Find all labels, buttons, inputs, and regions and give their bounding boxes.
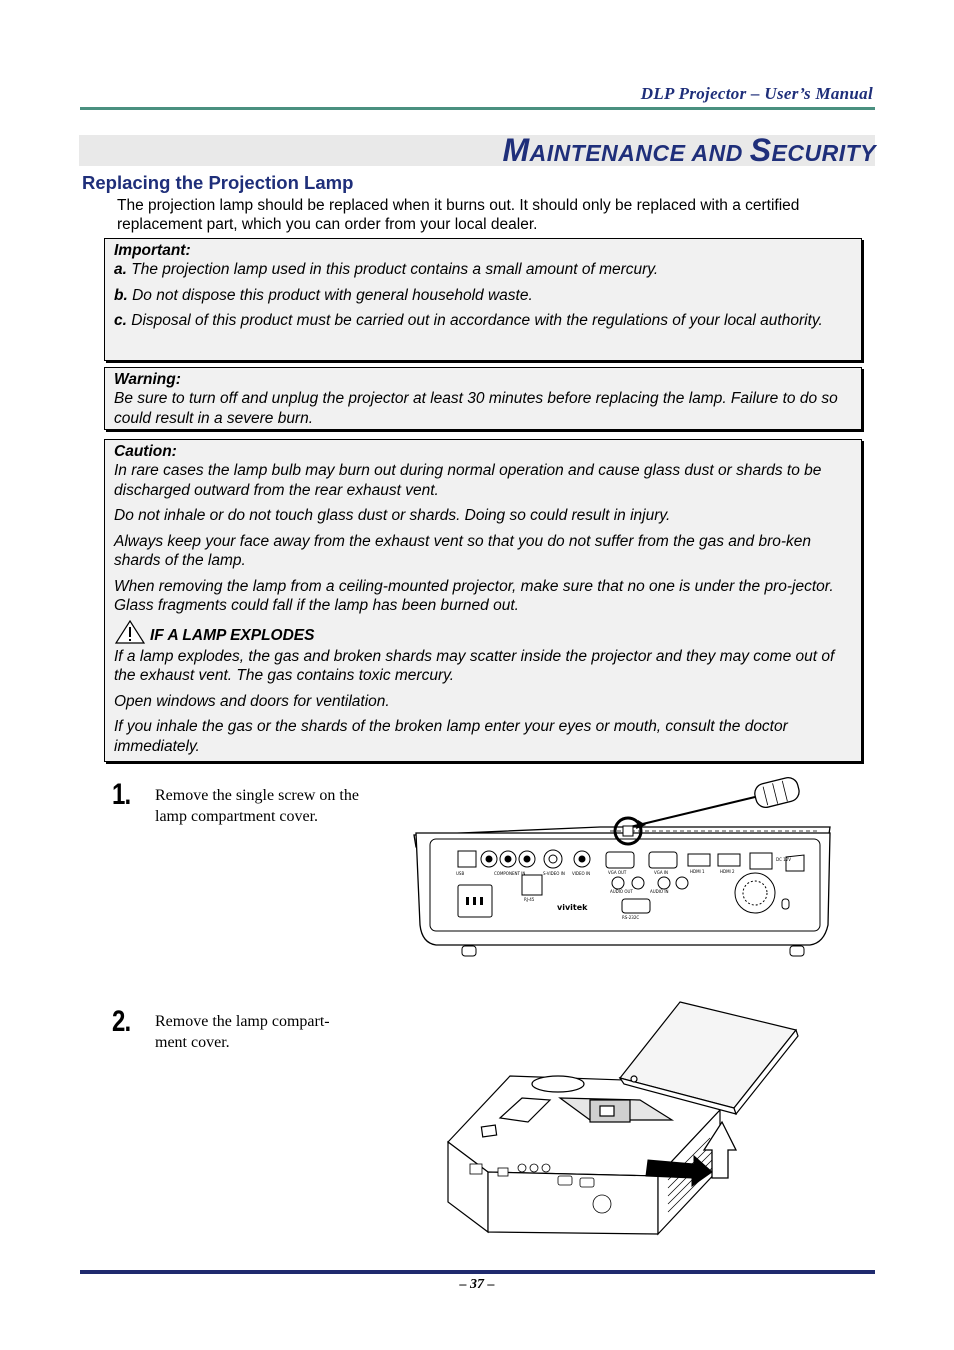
port-label: AUDIO IN <box>650 889 669 894</box>
port-label: RS-232C <box>622 915 640 920</box>
port-label: VIDEO IN <box>572 871 591 876</box>
intro-paragraph: The projection lamp should be replaced when it burns out. It should only be replaced with a certified replacement part, which you can order from your local dealer. <box>117 197 800 233</box>
step-number: 1. <box>112 778 131 811</box>
caution-note <box>104 439 862 762</box>
lamp-cover-removal-illustration <box>440 1000 810 1240</box>
section-title: Replacing the Projection Lamp <box>82 172 354 193</box>
port-label: VGA OUT <box>608 870 627 875</box>
port-label: RJ-45 <box>524 897 535 902</box>
port-label: USB <box>456 871 465 876</box>
caution-paragraph: In rare cases the lamp bulb may burn out during normal operation and cause glass dust or shards to be discharged outward from the rear exhaust vent. <box>114 462 822 499</box>
caution-heading: Caution: <box>114 443 177 460</box>
caution-paragraph: If a lamp explodes, the gas and broken shards may scatter inside the projector and they may come out of the exhaust vent. The gas contains toxic mercury. <box>114 647 835 684</box>
brand-logo: vivitek <box>557 903 588 912</box>
caution-paragraph: Open windows and doors for ventilation. <box>114 692 390 710</box>
port-label: S-VIDEO IN <box>543 871 565 876</box>
port-label: AUDIO OUT <box>610 889 633 894</box>
port-label: HDMI 1 <box>690 869 705 874</box>
port-label: COMPONENT IN <box>494 871 526 876</box>
projector-rear-illustration <box>410 775 840 975</box>
page-number: – 37 – <box>459 1277 495 1292</box>
screwdriver-icon <box>630 776 801 827</box>
lamp-explodes-heading <box>114 619 853 645</box>
important-note <box>104 238 862 361</box>
port-label: DC 12V <box>776 857 791 862</box>
warning-triangle-icon <box>114 619 146 645</box>
warning-heading: Warning: <box>114 371 181 388</box>
footer-rule <box>80 1270 875 1274</box>
warning-text: Be sure to turn off and unplug the projector at least 30 minutes before replacing the lamp. Failure to do so could result in a severe burn. <box>114 390 838 427</box>
important-item-a: a. The projection lamp used in this product contains a small amount of mercury. <box>114 261 659 278</box>
lamp-explodes-label: IF A LAMP EXPLODES <box>150 626 315 644</box>
important-item-c: c. Disposal of this product must be carried out in accordance with the regulations of your local authority. <box>114 312 823 329</box>
step-text: Remove the lamp compart-ment cover. <box>155 1013 330 1051</box>
warning-note <box>104 367 862 430</box>
caution-paragraph: Always keep your face away from the exhaust vent so that you do not suffer from the gas and bro-ken shards of the lamp. <box>114 532 812 569</box>
port-label: VGA IN <box>654 870 669 875</box>
caution-paragraph: When removing the lamp from a ceiling-mounted projector, make sure that no one is under the pro-jector. Glass fragments could fall if the lamp has been burned out. <box>114 577 834 614</box>
caution-paragraph: If you inhale the gas or the shards of the broken lamp enter your eyes or mouth, consult the doctor immediately. <box>114 718 788 755</box>
chapter-title: MAINTENANCE AND SECURITY <box>502 132 876 168</box>
step-number: 2. <box>112 1005 131 1038</box>
header-rule <box>80 107 875 110</box>
port-label: HDMI 2 <box>720 869 735 874</box>
important-item-b: b. Do not dispose this product with general household waste. <box>114 286 533 304</box>
step-text: Remove the single screw on the lamp compartment cover. <box>155 787 359 825</box>
caution-paragraph: Do not inhale or do not touch glass dust or shards. Doing so could result in injury. <box>114 507 671 524</box>
important-heading: Important: <box>114 242 191 259</box>
running-header: DLP Projector – User’s Manual <box>640 84 873 103</box>
